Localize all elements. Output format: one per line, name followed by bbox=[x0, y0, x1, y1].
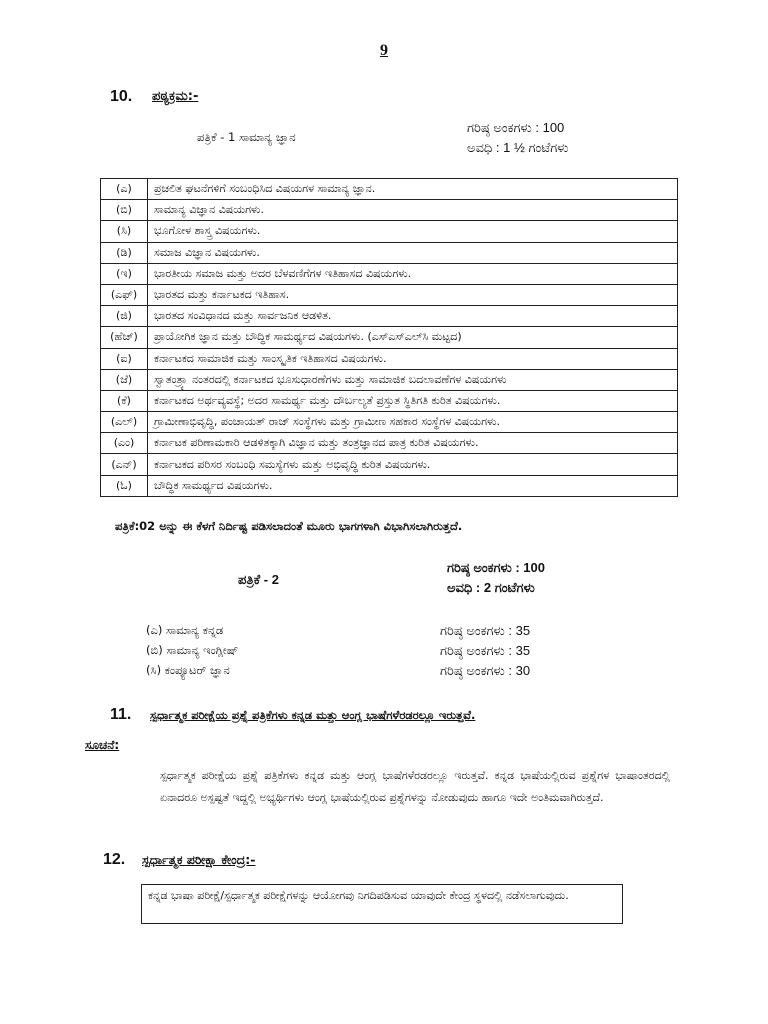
syllabus-code: (ಇ) bbox=[101, 263, 148, 284]
syllabus-row bbox=[101, 179, 678, 200]
syllabus-code: (ಎಲ್) bbox=[101, 412, 148, 433]
section-11-title: ಸ್ಪರ್ಧಾತ್ಮಕ ಪರೀಕ್ಷೆಯ ಪ್ರಶ್ನೆ ಪತ್ರಿಕೆಗಳು ಕನ್ನಡ ಮತ್ತು ಆಂಗ್ಲ ಭಾಷೆಗಳೆರಡರಲ್ಲೂ ಇರುತ್ತವೆ. bbox=[150, 708, 476, 722]
syllabus-topic: ಕರ್ನಾಟಕ ಪರಿಣಾಮಕಾರಿ ಆಡಳಿತಕ್ಕಾಗಿ ವಿಜ್ಞಾನ ಮತ್ತು ತಂತ್ರಜ್ಞಾನದ ಪಾತ್ರ ಕುರಿತ ವಿಷಯಗಳು. bbox=[148, 433, 678, 454]
exam-centre-text: ಕನ್ನಡ ಭಾಷಾ ಪರೀಕ್ಷೆ/ಸ್ಪರ್ಧಾತ್ಮಕ ಪರೀಕ್ಷೆಗಳನ್ನು ಆಯೋಗವು ನಿಗದಿಪಡಿಸುವ ಯಾವುದೇ ಕೇಂದ್ರ ಸ್ಥಳದಲ್ಲಿ ನಡೆಸಲಾಗುವುದು. bbox=[148, 889, 569, 902]
syllabus-topic: ಸಾಮಾನ್ಯ ವಿಜ್ಞಾನ ವಿಷಯಗಳು. bbox=[148, 200, 678, 221]
syllabus-row bbox=[101, 263, 678, 284]
syllabus-code: (ಡಿ) bbox=[101, 242, 148, 263]
paper1-label: ಪತ್ರಿಕೆ - 1 ಸಾಮಾನ್ಯ ಜ್ಞಾನ bbox=[197, 130, 296, 144]
syllabus-code: (ಬಿ) bbox=[101, 200, 148, 221]
syllabus-code: (ಎನ್) bbox=[101, 454, 148, 475]
paper2-part-b-name: (ಬಿ) ಸಾಮಾನ್ಯ ಇಂಗ್ಲೀಷ್ bbox=[146, 643, 239, 657]
syllabus-topic: ಭೂಗೋಳ ಶಾಸ್ತ್ರ ವಿಷಯಗಳು. bbox=[148, 221, 678, 242]
syllabus-row bbox=[101, 433, 678, 454]
syllabus-row bbox=[101, 454, 678, 475]
syllabus-code: (ಹೆಚ್) bbox=[101, 327, 148, 348]
syllabus-code: (ಕೆ) bbox=[101, 390, 148, 411]
note-paragraph: ಸ್ಪರ್ಧಾತ್ಮಕ ಪರೀಕ್ಷೆಯ ಪ್ರಶ್ನೆ ಪತ್ರಿಕೆಗಳು ಕನ್ನಡ ಮತ್ತು ಆಂಗ್ಲ ಭಾಷೆಗಳೆರಡರಲ್ಲೂ ಇರುತ್ತವೆ. ಕನ್ನಡ ಭಾಷೆಯಲ್ಲಿರುವ ಪ್ರಶ್ನೆಗಳ ಭಾಷಾಂತರದಲ್ಲಿ ಏನಾದರೂ ಅಸ್ಪಷ್ಟತೆ ಇದ್ದಲ್ಲಿ ಅಭ್ಯರ್ಥಿಗಳು ಆಂಗ್ಲ ಭಾಷೆಯಲ್ಲಿರುವ ಪ್ರಶ್ನೆಗಳನ್ನು ನೋಡುವುದು ಹಾಗೂ ಇದೇ ಅಂತಿಮವಾಗಿರುತ್ತದೆ. bbox=[160, 769, 670, 804]
syllabus-code: (ಎಂ) bbox=[101, 433, 148, 454]
syllabus-row bbox=[101, 200, 678, 221]
note-label: ಸೂಚನೆ: bbox=[85, 738, 120, 752]
paper2-part-b-marks: ಗರಿಷ್ಠ ಅಂಕಗಳು : 35 bbox=[440, 643, 531, 658]
syllabus-row bbox=[101, 475, 678, 496]
syllabus-row bbox=[101, 327, 678, 348]
exam-centre-box bbox=[141, 884, 623, 924]
paper1-duration: ಅವಧಿ : 1 ½ ಗಂಟೆಗಳು bbox=[467, 140, 569, 155]
syllabus-code: (ಸಿ) bbox=[101, 221, 148, 242]
paper2-part-c-name: (ಸಿ) ಕಂಪ್ಯೂಟರ್ ಜ್ಞಾನ bbox=[146, 663, 230, 677]
syllabus-code: (ಐ) bbox=[101, 348, 148, 369]
syllabus-topic: ಸಮಾಜ ವಿಜ್ಞಾನ ವಿಷಯಗಳು. bbox=[148, 242, 678, 263]
syllabus-table bbox=[100, 178, 678, 497]
syllabus-row bbox=[101, 348, 678, 369]
syllabus-code: (ಓ) bbox=[101, 475, 148, 496]
syllabus-code: (ಎಫ್) bbox=[101, 284, 148, 305]
paper2-duration: ಅವಧಿ : 2 ಗಂಟೆಗಳು bbox=[447, 580, 535, 595]
syllabus-row bbox=[101, 390, 678, 411]
syllabus-topic: ಪ್ರಾಯೋಗಿಕ ಜ್ಞಾನ ಮತ್ತು ಬೌದ್ಧಿಕ ಸಾಮರ್ಥ್ಯದ ವಿಷಯಗಳು. (ಎಸ್‌ಎಸ್‌ಎಲ್‌ಸಿ ಮಟ್ಟದ) bbox=[148, 327, 678, 348]
section-10-title: ಪಠ್ಯಕ್ರಮ:- bbox=[152, 89, 199, 104]
syllabus-topic: ಗ್ರಾಮೀಣಾಭಿವೃದ್ಧಿ, ಪಂಚಾಯತ್ ರಾಜ್ ಸಂಸ್ಥೆಗಳು ಮತ್ತು ಗ್ರಾಮೀಣ ಸಹಕಾರ ಸಂಸ್ಥೆಗಳ ವಿಷಯಗಳು. bbox=[148, 412, 678, 433]
section-12-title: ಸ್ಪರ್ಧಾತ್ಮಕ ಪರೀಕ್ಷಾ ಕೇಂದ್ರ:- bbox=[142, 852, 256, 867]
section-11-number: 11. bbox=[110, 706, 132, 723]
syllabus-topic: ಭಾರತೀಯ ಸಮಾಜ ಮತ್ತು ಅದರ ಬೆಳವಣಿಗೆಗಳ ಇತಿಹಾಸದ ವಿಷಯಗಳು. bbox=[148, 263, 678, 284]
syllabus-topic: ಸ್ವಾತಂತ್ರ್ಯಾ ನಂತರದಲ್ಲಿ ಕರ್ನಾಟಕದ ಭೂಸುಧಾರಣೆಗಳು ಮತ್ತು ಸಾಮಾಜಿಕ ಬದಲಾವಣೆಗಳ ವಿಷಯಗಳು bbox=[148, 369, 678, 390]
syllabus-row bbox=[101, 412, 678, 433]
syllabus-topic: ಭಾರತದ ಸಂವಿಧಾನದ ಮತ್ತು ಸಾರ್ವಜನಿಕ ಆಡಳಿತ. bbox=[148, 306, 678, 327]
syllabus-code: (ಎ) bbox=[101, 179, 148, 200]
paper2-part-a-marks: ಗರಿಷ್ಠ ಅಂಕಗಳು : 35 bbox=[440, 623, 531, 638]
syllabus-row bbox=[101, 369, 678, 390]
page-number: 9 bbox=[380, 42, 388, 59]
syllabus-topic: ಬೌದ್ಧಿಕ ಸಾಮರ್ಥ್ಯದ ವಿಷಯಗಳು. bbox=[148, 475, 678, 496]
syllabus-row bbox=[101, 242, 678, 263]
syllabus-topic: ಭಾರತದ ಮತ್ತು ಕರ್ನಾಟಕದ ಇತಿಹಾಸ. bbox=[148, 284, 678, 305]
syllabus-code: (ಜೆ) bbox=[101, 369, 148, 390]
paper2-label: ಪತ್ರಿಕೆ - 2 bbox=[238, 572, 279, 587]
paper2-intro: ಪತ್ರಿಕೆ:02 ಅನ್ನು ಈ ಕೆಳಗೆ ನಿರ್ದಿಷ್ಟ ಪಡಿಸಲಾದಂತೆ ಮೂರು ಭಾಗಗಳಾಗಿ ವಿಭಾಗಿಸಲಾಗಿರುತ್ತದೆ. bbox=[115, 519, 463, 533]
paper2-max-marks: ಗರಿಷ್ಠ ಅಂಕಗಳು : 100 bbox=[447, 560, 545, 575]
syllabus-code: (ಜಿ) bbox=[101, 306, 148, 327]
syllabus-row bbox=[101, 306, 678, 327]
syllabus-topic: ಕರ್ನಾಟಕದ ಪರಿಸರ ಸಂಬಂಧಿ ಸಮಸ್ಯೆಗಳು ಮತ್ತು ಅಭಿವೃದ್ಧಿ ಕುರಿತ ವಿಷಯಗಳು. bbox=[148, 454, 678, 475]
syllabus-topic: ಕರ್ನಾಟಕದ ಸಾಮಾಜಿಕ ಮತ್ತು ಸಾಂಸ್ಕೃತಿಕ ಇತಿಹಾಸದ ವಿಷಯಗಳು. bbox=[148, 348, 678, 369]
syllabus-row bbox=[101, 221, 678, 242]
syllabus-row bbox=[101, 284, 678, 305]
section-10-number: 10. bbox=[110, 88, 133, 105]
paper2-part-c-marks: ಗರಿಷ್ಠ ಅಂಕಗಳು : 30 bbox=[440, 663, 531, 678]
paper2-part-a-name: (ಎ) ಸಾಮಾನ್ಯ ಕನ್ನಡ bbox=[146, 623, 224, 637]
syllabus-topic: ಪ್ರಚಲಿತ ಘಟನೆಗಳಿಗೆ ಸಂಬಂಧಿಸಿದ ವಿಷಯಗಳ ಸಾಮಾನ್ಯ ಜ್ಞಾನ. bbox=[148, 179, 678, 200]
section-12-number: 12. bbox=[103, 851, 126, 868]
syllabus-topic: ಕರ್ನಾಟಕದ ಅರ್ಥವ್ಯವಸ್ಥೆ; ಅದರ ಸಾಮರ್ಥ್ಯ ಮತ್ತು ದೌರ್ಬಲ್ಯತೆ ಪ್ರಸ್ತುತ ಸ್ಥಿತಿಗತಿ ಕುರಿತ ವಿಷಯಗಳು. bbox=[148, 390, 678, 411]
paper1-max-marks: ಗರಿಷ್ಠ ಅಂಕಗಳು : 100 bbox=[467, 120, 565, 135]
